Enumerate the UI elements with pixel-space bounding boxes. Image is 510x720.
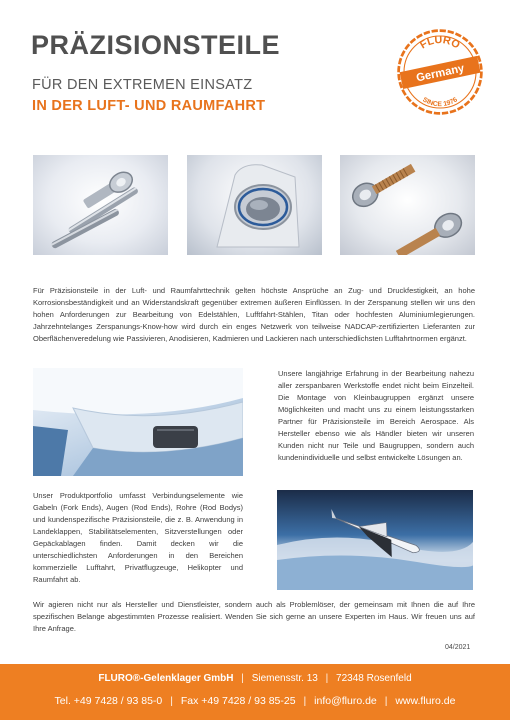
page-subtitle-highlight: IN DER LUFT- UND RAUMFAHRT xyxy=(32,98,266,114)
eye-bolt-parts-photo xyxy=(340,155,475,255)
footer-company-name: FLURO®-Gelenklager GmbH xyxy=(98,673,234,684)
aircraft-cabin-luggage-photo xyxy=(33,368,243,476)
fork-end-parts-photo xyxy=(33,155,168,255)
footer-phone: Tel. +49 7428 / 93 85-0 xyxy=(54,695,163,707)
footer-address-line xyxy=(0,673,510,684)
document-date: 04/2021 xyxy=(445,644,471,651)
footer-separator: | xyxy=(241,673,244,684)
footer-city: 72348 Rosenfeld xyxy=(336,673,412,684)
product-portfolio-paragraph: Unser Produktportfolio umfasst Verbindungselemente wie Gabeln (Fork Ends), Augen (Rod Ends), Rohre (Rod Bodys) und kundenspezifische Präzisionsteile, die z. B. Anwendung in Landeklappen, Stabilitätselementen, Sitzverstellungen oder Gepäckablagen finden. Damit decken wir die unterschiedlichsten Anforderungen in den Bereichen kommerzielle Lufftahrt, Privatflugzeuge, Helikopter und Raumfahrt ab. xyxy=(33,491,243,584)
footer-separator: | xyxy=(303,695,307,707)
footer-website-link[interactable]: www.fluro.de xyxy=(395,695,456,707)
fluro-germany-stamp-logo xyxy=(395,27,485,117)
footer-separator: | xyxy=(384,695,388,707)
footer xyxy=(0,664,510,720)
page-title: PRÄZISIONSTEILE xyxy=(31,30,281,60)
svg-text:Germany: Germany xyxy=(415,62,466,85)
bracket-part-photo xyxy=(187,155,322,255)
svg-text:FLURO: FLURO xyxy=(418,34,462,52)
svg-text:SINCE 1976: SINCE 1976 xyxy=(421,96,459,109)
experience-paragraph: Unsere langjährige Erfahrung in der Bearbeitung nahezu aller zerspanbaren Werkstoffe endet nicht beim Einzelteil. Die Montage von Kleinbaugruppen ergänzt unsere Möglichkeiten und macht uns zu einem leistungsstarken Partner für Präzisionsteile im Bereich Aerospace. Als Hersteller ebenso wie als Händler bieten wir unseren Kunden nicht nur Teile und Baugruppen, sondern auch kundenindividuelle und selbst entwickelte Lösungen an. xyxy=(278,369,474,462)
footer-email-link[interactable]: info@fluro.de xyxy=(314,695,377,707)
footer-separator: | xyxy=(325,673,329,684)
closing-paragraph: Wir agieren nicht nur als Hersteller und Dienstleister, sondern auch als Problemlöser, der gemeinsam mit Ihnen die auf Ihre spezifischen Belange abgestimmten Prozesse realisiert. Wenden Sie sich gerne an unsere Experten im Haus. Wir freuen uns auf Ihre Anfrage. xyxy=(33,600,475,633)
page-subtitle: FÜR DEN EXTREMEN EINSATZ xyxy=(32,77,253,93)
footer-separator: | xyxy=(170,695,173,707)
intro-paragraph: Für Präzisionsteile in der Luft- und Raumfahrttechnik gelten höchste Ansprüche an Zug- und Druckfestigkeit, an hohe Korrosionsbeständigkeit und an Widerstandskraft gegenüber extremen äußeren Einflüssen. In der Zerspanung stellen wir uns den hohen Anforderungen zur Bearbeitung von Edelstählen, Lufftfahrt-Stählen, Titan oder hochfesten Aluminiumlegierungen. Jahrzehntelanges Zerspanungs-Know-how wird durch ein enges Netzwerk von teilweise NADCAP-zertifizierten Lieferanten zur Oberflächenveredelung wie Passivieren, Anodisieren, Kadmieren und Lackieren nach unterschiedlichsten Lufftahrtnormen ergänzt. xyxy=(33,286,475,343)
space-shuttle-photo xyxy=(277,490,473,590)
footer-fax: Fax +49 7428 / 93 85-25 xyxy=(180,695,296,707)
footer-street: Siemensstr. 13 xyxy=(251,673,318,684)
footer-contact-line xyxy=(0,695,510,707)
